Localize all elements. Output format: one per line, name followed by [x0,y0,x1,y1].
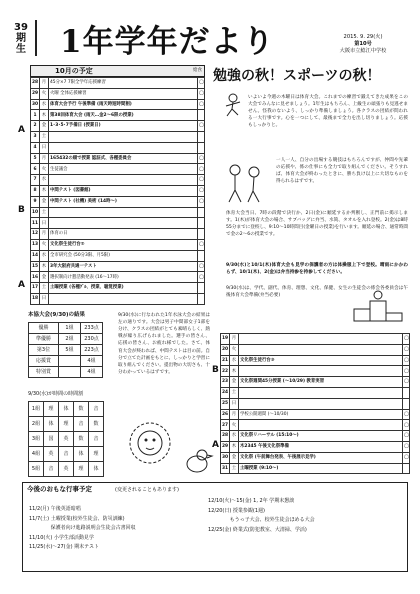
schedule-row [221,355,410,366]
week-a2-label: A [18,280,25,290]
schedule-lunch [403,398,410,409]
oct-col-note: 給食 [193,68,202,73]
schedule-event [239,398,403,409]
schedule-event: 体育の日 [49,229,198,240]
schedule-event [49,131,198,142]
schedule-weekday: 月 [230,334,239,345]
schedule-weekday: 土 [40,283,49,294]
schedule-weekday: 水 [230,431,239,442]
schedule-lunch: ◯ [198,121,205,132]
jikanwari-table [28,401,104,477]
schedule-weekday: 月 [40,229,49,240]
schedule-weekday: 土 [230,387,239,398]
schedule-row [31,261,205,272]
oct-heading: 10月の予定 [55,67,93,75]
issue-meta [318,34,408,55]
schedule-lunch: ◯ [403,431,410,442]
schedule-weekday: 水 [40,250,49,261]
schedule-weekday: 金 [230,452,239,463]
jikanwari-cell: 音 [59,447,74,462]
schedule-day: 29 [221,441,230,452]
jikanwari-cell: 4組 [29,447,44,462]
schedule-lunch [198,218,205,229]
schedule-event: 火曜 全体応援練習 [49,88,198,99]
rank-rank: 優勝 [29,323,59,334]
schedule-row [31,142,205,153]
jikanwari-cell: 音 [74,417,89,432]
jikanwari-cell: 体 [74,447,89,462]
grade-sei: 生 [16,44,26,55]
schedule-day: 19 [221,334,230,345]
rank-row [29,356,103,367]
schedule-lunch [198,283,205,294]
jikanwari-row [29,402,104,417]
schedule-event: 第38回体育大会 (雨天…金2～6限の授業) [49,110,198,121]
schedule-row [221,431,410,442]
schedule-row [221,344,410,355]
jikanwari-row [29,447,104,462]
oct-schedule-table [30,77,205,305]
rank-score: 230点 [81,334,103,345]
schedule-event: 3年大阪府共通一テスト [49,261,198,272]
schedule-day: 17 [31,283,40,294]
schedule-event: 文化祭生徒行台③ [239,355,403,366]
article-paragraph-2: 一人一人、自分の出場する競技はもちろんですが、仲間や先輩の応援や、係の仕事にも全力で取り組んでください。そうすれば、体育大会が終わったときに、勝ち負け以上に大切なものを得られるはずです。 [276,158,408,185]
article-paragraph-1: いよいよ今週の木曜日は体育大会。これまでの練習で鍛えてきた成果をこの大会でみんなに見せましょう。1年生はもちろん、上級生の頑張りも見逃せません。怪我のないよう、しっかり準備しましょう。各クラスの団結が問われる一大行事です。心を一つにして、最後まで全力を出し切りましょう。応援もしっかりと。 [248,95,408,129]
header-divider [35,20,37,56]
rank-note: 9/30(水)に行なわれた1年水泳大会の結果は左の通りです。大会は男子中間部女子1部を分け、クラスの団結がとても素晴らしく、熱戦が繰り広げられました。選手の皆さん、応援の皆さん、お疲れ様でした。さて、体育大会が終われば、中間テストは目の前。自分で立てた計画をもとに、しっかりと学習に取り組んでください。提出物の大切さも、十分わかっているはずです。 [118,313,210,375]
issue-date: 2015. 9. 29(火) [343,34,383,40]
schedule-event: 土曜授業 (各種ｸﾞﾙ、授業、聴覚授業) [49,283,198,294]
schedule-lunch [198,250,205,261]
schedule-row [31,88,205,99]
schedule-event [49,293,198,304]
schedule-weekday: 水 [40,175,49,186]
schedule-day: 25 [221,398,230,409]
schedule-day: 20 [221,344,230,355]
schedule-event: 文化祭生徒行台② [49,239,198,250]
jikanwari-cell: 英 [44,447,59,462]
schedule-weekday: 金 [40,272,49,283]
schedule-weekday: 火 [40,239,49,250]
next-events-right [208,497,408,535]
schedule-weekday: 金 [40,121,49,132]
next-event-item: 12/10(火)〜15(金) 1, 2年 学期末懇談 [208,498,295,504]
schedule-weekday: 土 [230,463,239,474]
schedule-row [31,229,205,240]
oct-schedule [30,77,205,305]
schedule-row [31,250,205,261]
rank-cls: 2組 [59,334,81,345]
next-events-heading: 今後のおもな行事予定 [27,485,92,493]
next-event-item: 12/20(日) 授業参観(1週) [208,507,265,514]
schedule-event: 木2345 午後文化祭準備 [239,441,403,452]
rank-row [29,323,103,334]
rank-rank: 応援賞 [29,356,59,367]
next-event-item: 11/7(土) 土曜授業(校外生徒会、防災訓練) [29,515,125,522]
schedule-event: 文化祭リハーサル (15:10〜) [239,431,403,442]
jikanwari-cell: 理 [74,462,89,477]
schedule-weekday: 金 [40,196,49,207]
rank-row [29,334,103,345]
schedule-weekday: 月 [230,409,239,420]
grade-ki: 期 [16,33,26,44]
rank-cls: 1組 [59,323,81,334]
schedule-lunch: ◯ [198,261,205,272]
next-event-item: 12/25(金) 終業式(防犯教室、大清掃、学活) [208,526,307,533]
issue-number: 第10号 [354,41,372,48]
schedule-weekday: 金 [230,377,239,388]
schedule-row [221,398,410,409]
jikanwari-row [29,462,104,477]
schedule-event [239,334,403,345]
schedule-lunch: ◯ [198,88,205,99]
schedule-day: 31 [221,463,230,474]
schedule-lunch: ◯ [403,355,410,366]
oct-heading-bar [30,65,205,77]
schedule-event: 45分×7 7限全学年応援練習 [49,78,198,89]
jikanwari-cell: 数 [74,402,89,417]
jikanwari-cell: 国 [44,432,59,447]
schedule-lunch [198,110,205,121]
schedule-weekday: 木 [230,441,239,452]
schedule-row [221,366,410,377]
schedule-row [31,153,205,164]
schedule-day: 30 [31,99,40,110]
jikanwari-cell: 2組 [29,417,44,432]
late-oct-schedule [220,333,410,474]
schedule-weekday: 土 [40,131,49,142]
schedule-weekday: 水 [230,355,239,366]
schedule-weekday: 木 [40,185,49,196]
jikanwari-cell: 英 [59,432,74,447]
schedule-day: 10 [31,207,40,218]
schedule-lunch [198,229,205,240]
schedule-lunch: ◯ [403,420,410,431]
schedule-lunch: ◯ [403,366,410,377]
schedule-row [221,387,410,398]
schedule-weekday: 火 [230,344,239,355]
schedule-lunch: ◯ [198,78,205,89]
schedule-lunch: ◯ [198,185,205,196]
schedule-event [239,420,403,431]
jikanwari-cell: 音 [89,432,104,447]
schedule-row [31,239,205,250]
schedule-row [31,185,205,196]
rank-cls [59,367,81,378]
rank-table-wrap [28,322,103,378]
next-events-sub: (変更されることもあります) [115,487,179,493]
week-b2-label: B [212,365,219,375]
schedule-event [49,142,198,153]
jikanwari-row [29,417,104,432]
jikanwari-cell: 体 [44,417,59,432]
schedule-lunch [198,131,205,142]
schedule-row [31,121,205,132]
jikanwari-cell: 音 [89,402,104,417]
schedule-event [239,366,403,377]
schedule-lunch: ◯ [198,239,205,250]
schedule-lunch: ◯ [198,153,205,164]
schedule-event [49,175,198,186]
schedule-event: 生徒議会 [49,164,198,175]
jikanwari-cell: 理 [44,402,59,417]
schedule-event: 中間テスト (社機) 美術 (14時〜) [49,196,198,207]
schedule-weekday: 日 [40,218,49,229]
jikanwari-cell: 理 [89,447,104,462]
schedule-weekday: 日 [230,398,239,409]
schedule-lunch: ◯ [198,196,205,207]
schedule-day: 16 [31,272,40,283]
schedule-row [31,196,205,207]
schedule-day: 21 [221,355,230,366]
jikanwari-cell: 英 [59,462,74,477]
schedule-row [31,164,205,175]
rank-row [29,345,103,356]
school-name: 大阪市立鯰江中学校 [339,48,387,55]
schedule-event: 中間テスト (図書館) [49,185,198,196]
rank-row [29,367,103,378]
rank-cls [59,356,81,367]
schedule-weekday: 木 [40,110,49,121]
schedule-day: 4 [31,142,40,153]
article-heading: 勉強の秋！スポーツの秋！ [213,68,381,84]
athletes-illustration-icon [220,160,270,206]
rank-rank: 第3位 [29,345,59,356]
schedule-day: 3 [31,131,40,142]
schedule-day: 9 [31,196,40,207]
schedule-lunch [403,387,410,398]
schedule-day: 24 [221,387,230,398]
jikanwari-cell: 体 [89,462,104,477]
jikanwari-cell: 理 [59,417,74,432]
schedule-weekday: 日 [40,293,49,304]
schedule-lunch: ◯ [198,164,205,175]
jikanwari-row [29,432,104,447]
next-event-item: 保護者向け進路説明会生徒会古書回収 [29,525,136,531]
jikanwari-wrap [28,401,104,477]
article-paragraph-3: 体育大会当日、7時の段階で決行か、2日(金)に順延するか判断し、正門前に掲示します。1(木)が体育大会の場合、サブバッグに弁当、水筒、タオルを入れ登校。2(金)は8時55分までに登校し、9:10〜10時間目(金曜日の授業)を行います。順延の場合、通常時間で金の2〜6の授業です。 [226,211,408,238]
schedule-day: 8 [31,185,40,196]
schedule-weekday: 火 [40,164,49,175]
schedule-lunch: ◯ [198,175,205,186]
schedule-event: 全市研究会 (50分3限、月5限) [49,250,198,261]
schedule-day: 26 [221,409,230,420]
schedule-day: 7 [31,175,40,186]
schedule-lunch [198,142,205,153]
jikanwari-cell: 3組 [29,432,44,447]
rank-cls: 5組 [59,345,81,356]
jikanwari-cell: 数 [74,432,89,447]
rank-score: 4組 [81,356,103,367]
rank-heading: 本協大会(9/30)の結果 [28,312,86,318]
rank-score: 4組 [81,367,103,378]
week-b-label: B [18,205,25,215]
rank-score: 233点 [81,323,103,334]
schedule-day: 1 [31,110,40,121]
schedule-day: 30 [221,452,230,463]
schedule-row [221,420,410,431]
rank-rank: 特別賞 [29,367,59,378]
schedule-day: 29 [31,88,40,99]
schedule-row [31,272,205,283]
jikanwari-heading: 9/30(水)が時間の時間割 [28,391,84,397]
late-oct-schedule-table [220,333,410,474]
schedule-day: 23 [221,377,230,388]
schedule-event: 土曜授業 (9:10〜) [239,463,403,474]
schedule-event [239,387,403,398]
jikanwari-cell: 音 [44,462,59,477]
schedule-event [239,344,403,355]
podium-illustration-icon [348,283,408,323]
schedule-weekday: 月 [40,78,49,89]
schedule-lunch: ◯ [198,99,205,110]
schedule-day: 6 [31,164,40,175]
next-events-box [22,482,408,572]
schedule-lunch: ◯ [198,272,205,283]
schedule-day: 12 [31,229,40,240]
schedule-day: 5 [31,153,40,164]
jikanwari-cell: 体 [59,402,74,417]
schedule-row [221,409,410,420]
schedule-event: 体育大会予行 午後準備 (雨天時短時間割) [49,99,198,110]
schedule-day: 14 [31,250,40,261]
schedule-event [49,218,198,229]
rank-table [28,322,103,378]
schedule-day: 15 [31,261,40,272]
next-event-item: 11/2(月) 午後英語暗唱 [29,506,81,512]
jikanwari-cell: 1組 [29,402,44,417]
grade-number: 39 [14,22,28,33]
schedule-day: 18 [31,293,40,304]
schedule-row [221,377,410,388]
schedule-lunch: ◯ [403,441,410,452]
lion-illustration-icon [120,415,180,473]
schedule-event: 文化祭週間45分授業 (〜10/29) 教育実習 [239,377,403,388]
schedule-weekday: 木 [40,261,49,272]
schedule-event [49,207,198,218]
schedule-weekday: 木 [230,366,239,377]
next-event-item: 11/10(火) 小学生部活動見学 [29,534,94,541]
schedule-event: 1･3･5･7予備日 (授業日) [49,121,198,132]
next-events-left [29,505,209,553]
schedule-row [31,293,205,304]
schedule-event: 165432の順で授業 認証式、各種委員会 [49,153,198,164]
schedule-row [221,334,410,345]
schedule-day: 28 [31,78,40,89]
schedule-day: 11 [31,218,40,229]
schedule-row [31,99,205,110]
schedule-day: 27 [221,420,230,431]
schedule-row [31,78,205,89]
schedule-row [31,110,205,121]
rank-rank: 準優勝 [29,334,59,345]
schedule-event: 文化祭 (午前舞台発表、午後展示見学) [239,452,403,463]
schedule-row [221,441,410,452]
schedule-event: 選択制向け懇活動発表 (16〜17時) [49,272,198,283]
runner-illustration-icon [220,92,246,118]
schedule-day: 2 [31,121,40,132]
schedule-row [31,218,205,229]
schedule-lunch: ◯ [403,334,410,345]
next-event-item: もうっ子大会、校外生徒会ほめる大会 [208,517,315,523]
schedule-weekday: 火 [230,420,239,431]
schedule-row [31,131,205,142]
schedule-lunch [198,293,205,304]
schedule-lunch [403,463,410,474]
schedule-weekday: 日 [40,142,49,153]
schedule-lunch: ◯ [403,344,410,355]
schedule-day: 13 [31,239,40,250]
schedule-lunch: ◯ [403,452,410,463]
week-a3-label: A [212,440,219,450]
grade-label [12,22,30,55]
schedule-lunch [198,207,205,218]
schedule-row [221,463,410,474]
schedule-lunch: ◯ [403,409,410,420]
week-a-label: A [18,125,25,135]
schedule-day: 22 [221,366,230,377]
next-event-item: 11/25(水)〜27(金) 期末テスト [29,544,99,550]
schedule-row [31,175,205,186]
article-paragraph-5: 9/30(水)は、学代、副代、体育、理想、文化、保健、女生の生徒会の係会各委員会は午後体育大会準備(弁当必要) [226,286,408,299]
schedule-weekday: 水 [40,99,49,110]
article-paragraph-4: 9/30(水)と10/1(木)体育大会も見学の保護者の方は体操服上下で登校。晴雨にかかわらず、10/1(木)、2(金)は弁当持参を持参してください。 [226,263,408,276]
rank-score: 223点 [81,345,103,356]
schedule-event: 学校公開週間 (〜10/30) [239,409,403,420]
schedule-weekday: 月 [40,153,49,164]
schedule-weekday: 土 [40,207,49,218]
schedule-row [221,452,410,463]
bird-illustration-icon [180,446,214,476]
page-title: 1年学年だより [60,24,275,60]
schedule-row [31,283,205,294]
jikanwari-cell: 5組 [29,462,44,477]
schedule-row [31,207,205,218]
schedule-day: 28 [221,431,230,442]
jikanwari-cell: 数 [89,417,104,432]
schedule-lunch: ◯ [403,377,410,388]
schedule-weekday: 火 [40,88,49,99]
